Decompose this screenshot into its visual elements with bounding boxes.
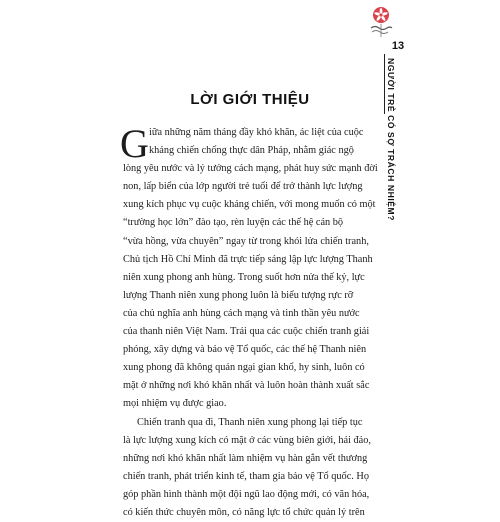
text-line: có kiến thức chuyên môn, có năng lực tổ chức quản lý trên (123, 506, 365, 518)
text-line: G iữa những năm tháng đầy khó khăn, ác liệt của cuộc (120, 121, 364, 166)
chapter-title: LỜI GIỚI THIỆU (190, 91, 310, 108)
running-head: NGƯỜI TRẺ CÓ SỢ TRÁCH NHIỆM? (386, 58, 396, 222)
text-line: phóng, xây dựng và bảo vệ Tổ quốc, các thế hệ Thanh niên (123, 344, 367, 356)
text-line: non, lấp biển của lớp người trẻ tuổi để trở thành lực lượng (123, 181, 363, 193)
text-line: “vừa hồng, vừa chuyên” ngay từ trong khói lửa chiến tranh, (123, 235, 369, 247)
publisher-logo-icon (367, 6, 395, 40)
text-line: lượng Thanh niên xung phong luôn là biểu tượng rực rỡ (123, 289, 354, 301)
text-line: chiến tranh, phát triển kinh tế, tham gia bảo vệ Tổ quốc. Họ (123, 470, 370, 482)
text-line: Chiến tranh qua đi, Thanh niên xung phong lại tiếp tục (137, 416, 363, 428)
text-line: mặt ở những nơi khó khăn nhất và luôn hoàn thành xuất sắc (123, 380, 370, 392)
text-line: góp phần hình thành một đội ngũ lao động mới, có văn hóa, (123, 488, 370, 500)
text-line: của thanh niên Việt Nam. Trải qua các cuộc chiến tranh giải (123, 326, 370, 338)
text-line: những nơi khó khăn nhất làm nhiệm vụ hàn gắn vết thương (123, 452, 368, 464)
text-line: mọi nhiệm vụ được giao. (123, 398, 227, 410)
text-line: lòng yêu nước và lý tưởng cách mạng, phát huy sức mạnh đời (123, 163, 378, 175)
page-number: 13 (391, 40, 405, 52)
body-text (120, 121, 378, 522)
text-line: Chủ tịch Hồ Chí Minh đã trực tiếp sáng lập lực lượng Thanh (123, 253, 373, 265)
text-line: xung phong đã không quản ngại gian khổ, hy sinh, luôn có (123, 362, 365, 374)
text-line: của chủ nghĩa anh hùng cách mạng và tinh thần yêu nước (123, 307, 360, 319)
text-line: kháng chiến chống thực dân Pháp, nhằm giác ngộ (149, 145, 354, 157)
text-line: xung kích phục vụ cuộc kháng chiến, với mong muốn có một (123, 199, 376, 211)
text-line: “trường học lớn” đào tạo, rèn luyện các thế hệ cán bộ (123, 217, 344, 229)
text-line: là lực lượng xung kích có mặt ở các vùng biên giới, hải đảo, (123, 434, 371, 446)
drop-cap: G (120, 121, 149, 166)
text-line: niên xung phong anh hùng. Trong suốt hơn nửa thế kỷ, lực (123, 271, 365, 283)
